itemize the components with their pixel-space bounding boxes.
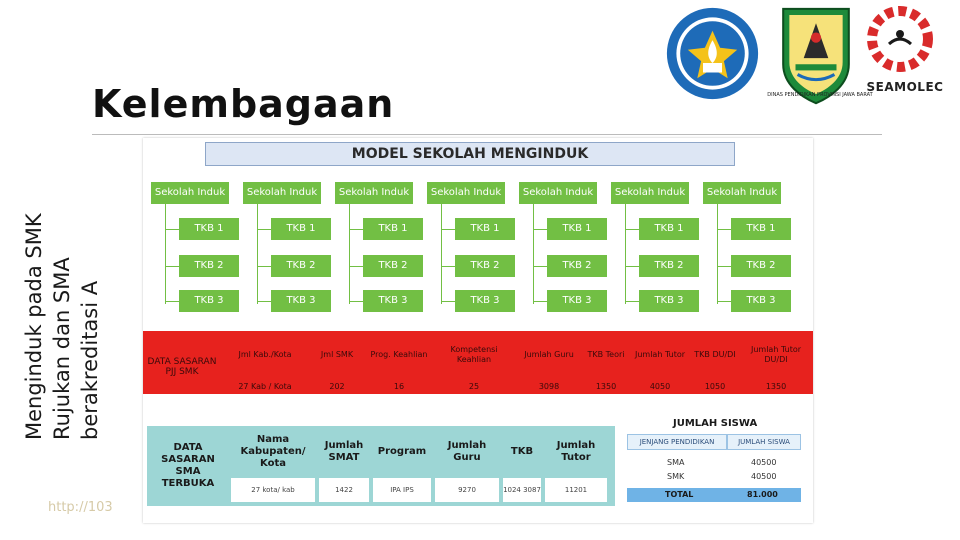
- sma-header-cell: Jumlah SMAT: [324, 440, 364, 463]
- pjj-header-cell: Kompetensi Keahlian: [450, 345, 498, 364]
- tkb-box: TKB 1: [731, 218, 791, 240]
- connector-line: [533, 266, 547, 267]
- connector-line: [441, 266, 455, 267]
- tkb-box: TKB 2: [363, 255, 423, 277]
- connector-line: [533, 229, 547, 230]
- sma-header-cell: Jumlah Tutor: [556, 440, 596, 463]
- tkb-box: TKB 3: [547, 290, 607, 312]
- sma-value-cell: 27 kota/ kab: [231, 478, 315, 502]
- tkb-box: TKB 3: [455, 290, 515, 312]
- sekolah-induk-box: Sekolah Induk: [151, 182, 229, 204]
- connector-line: [165, 266, 179, 267]
- connector-line: [533, 301, 547, 302]
- pjj-header-cell: Jumlah Tutor DU/DI: [750, 345, 802, 364]
- sma-value-cell: 1422: [319, 478, 369, 502]
- siswa-total-row: [627, 488, 801, 502]
- sma-value-cell: 9270: [435, 478, 499, 502]
- siswa-total-label: TOTAL: [665, 490, 694, 499]
- pjj-value-cell: 25: [468, 381, 480, 391]
- data-sasaran-sma-terbuka-table: [147, 426, 615, 506]
- logo-bar: [665, 0, 960, 112]
- pjj-value-cell: 4050: [649, 381, 671, 391]
- side-title: Menginduk pada SMK Rujukan dan SMA berakreditasi A: [22, 213, 102, 440]
- connector-line: [717, 204, 718, 304]
- pjj-header-cell: Jumlah Guru: [524, 350, 574, 359]
- tkb-box: TKB 1: [271, 218, 331, 240]
- tkb-box: TKB 3: [731, 290, 791, 312]
- jumlah-siswa-title: JUMLAH SISWA: [673, 418, 758, 429]
- sma-header-cell: Jumlah Guru: [447, 440, 487, 463]
- connector-line: [717, 229, 731, 230]
- connector-line: [257, 301, 271, 302]
- tkb-box: TKB 2: [547, 255, 607, 277]
- siswa-row-sma-value: 40500: [751, 458, 777, 467]
- pjj-header-cell: Jml SMK: [320, 350, 354, 359]
- siswa-header-jenjang: JENJANG PENDIDIKAN: [627, 434, 727, 450]
- connector-line: [257, 229, 271, 230]
- pjj-value-cell: 27 Kab / Kota: [238, 381, 292, 391]
- connector-line: [165, 301, 179, 302]
- tkb-box: TKB 1: [179, 218, 239, 240]
- sekolah-induk-box: Sekolah Induk: [335, 182, 413, 204]
- siswa-total-value: 81.000: [747, 490, 778, 499]
- tkb-box: TKB 1: [547, 218, 607, 240]
- connector-line: [441, 229, 455, 230]
- sekolah-induk-org-chart: [143, 138, 813, 338]
- tkb-box: TKB 2: [455, 255, 515, 277]
- sma-value-cell: 1024 3087: [503, 478, 541, 502]
- sma-header-cell: Program: [377, 446, 427, 457]
- seamolec-logo: [865, 4, 935, 79]
- pjj-value-cell: 1350: [595, 381, 617, 391]
- pjj-header-cell: Jumlah Tutor: [634, 350, 686, 359]
- connector-line: [165, 229, 179, 230]
- sma-header-cell: TKB: [510, 446, 534, 457]
- connector-line: [625, 229, 639, 230]
- connector-line: [349, 266, 363, 267]
- connector-line: [625, 301, 639, 302]
- siswa-row-smk-value: 40500: [751, 472, 777, 481]
- pjj-header-cell: Prog. Keahlian: [370, 350, 428, 359]
- tkb-box: TKB 3: [363, 290, 423, 312]
- sekolah-induk-box: Sekolah Induk: [519, 182, 597, 204]
- tkb-box: TKB 3: [271, 290, 331, 312]
- connector-line: [717, 301, 731, 302]
- pjj-value-cell: 1350: [765, 381, 787, 391]
- jawa-barat-caption: DINAS PENDIDIKAN PROVINSI JAWA BARAT: [767, 92, 873, 98]
- siswa-header-jumlah: JUMLAH SISWA: [727, 434, 801, 450]
- tkb-box: TKB 2: [271, 255, 331, 277]
- sekolah-induk-box: Sekolah Induk: [703, 182, 781, 204]
- title-divider: [92, 134, 882, 135]
- connector-line: [257, 266, 271, 267]
- tkb-box: TKB 3: [639, 290, 699, 312]
- connector-line: [533, 204, 534, 304]
- sekolah-induk-box: Sekolah Induk: [243, 182, 321, 204]
- model-title-box: MODEL SEKOLAH MENGINDUK: [205, 142, 735, 166]
- connector-line: [625, 266, 639, 267]
- siswa-row-sma-label: SMA: [667, 458, 685, 467]
- pjj-value-cell: 1050: [704, 381, 726, 391]
- sekolah-induk-box: Sekolah Induk: [427, 182, 505, 204]
- sma-terbuka-title: DATA SASARAN SMA TERBUKA: [161, 442, 215, 489]
- sekolah-induk-box: Sekolah Induk: [611, 182, 689, 204]
- tkb-box: TKB 2: [179, 255, 239, 277]
- tut-wuri-handayani-logo: [665, 6, 760, 101]
- sma-value-cell: IPA IPS: [373, 478, 431, 502]
- tkb-box: TKB 2: [731, 255, 791, 277]
- sma-value-cell: 11201: [545, 478, 607, 502]
- url-fragment: http://103: [48, 500, 113, 515]
- pjj-header-cell: TKB Teori: [587, 350, 625, 359]
- sma-header-cell: Nama Kabupaten/ Kota: [240, 434, 306, 469]
- tkb-box: TKB 2: [639, 255, 699, 277]
- pjj-value-cell: 16: [393, 381, 405, 391]
- pjj-value-cell: 3098: [538, 381, 560, 391]
- connector-line: [717, 266, 731, 267]
- slide-title: Kelembagaan: [92, 82, 395, 126]
- connector-line: [441, 204, 442, 304]
- tkb-box: TKB 3: [179, 290, 239, 312]
- pjj-header-cell: Jml Kab./Kota: [238, 350, 292, 359]
- connector-line: [349, 301, 363, 302]
- pjj-title: DATA SASARAN PJJ SMK: [147, 357, 217, 377]
- connector-line: [625, 204, 626, 304]
- seamolec-wordmark: SEAMOLEC: [866, 80, 944, 94]
- connector-line: [349, 204, 350, 304]
- pjj-header-cell: TKB DU/DI: [694, 350, 736, 359]
- tkb-box: TKB 1: [455, 218, 515, 240]
- connector-line: [441, 301, 455, 302]
- connector-line: [165, 204, 166, 304]
- tkb-box: TKB 1: [639, 218, 699, 240]
- connector-line: [349, 229, 363, 230]
- connector-line: [257, 204, 258, 304]
- pjj-value-cell: 202: [329, 381, 345, 391]
- siswa-row-smk-label: SMK: [667, 472, 685, 481]
- tkb-box: TKB 1: [363, 218, 423, 240]
- diagram-panel: [143, 138, 813, 523]
